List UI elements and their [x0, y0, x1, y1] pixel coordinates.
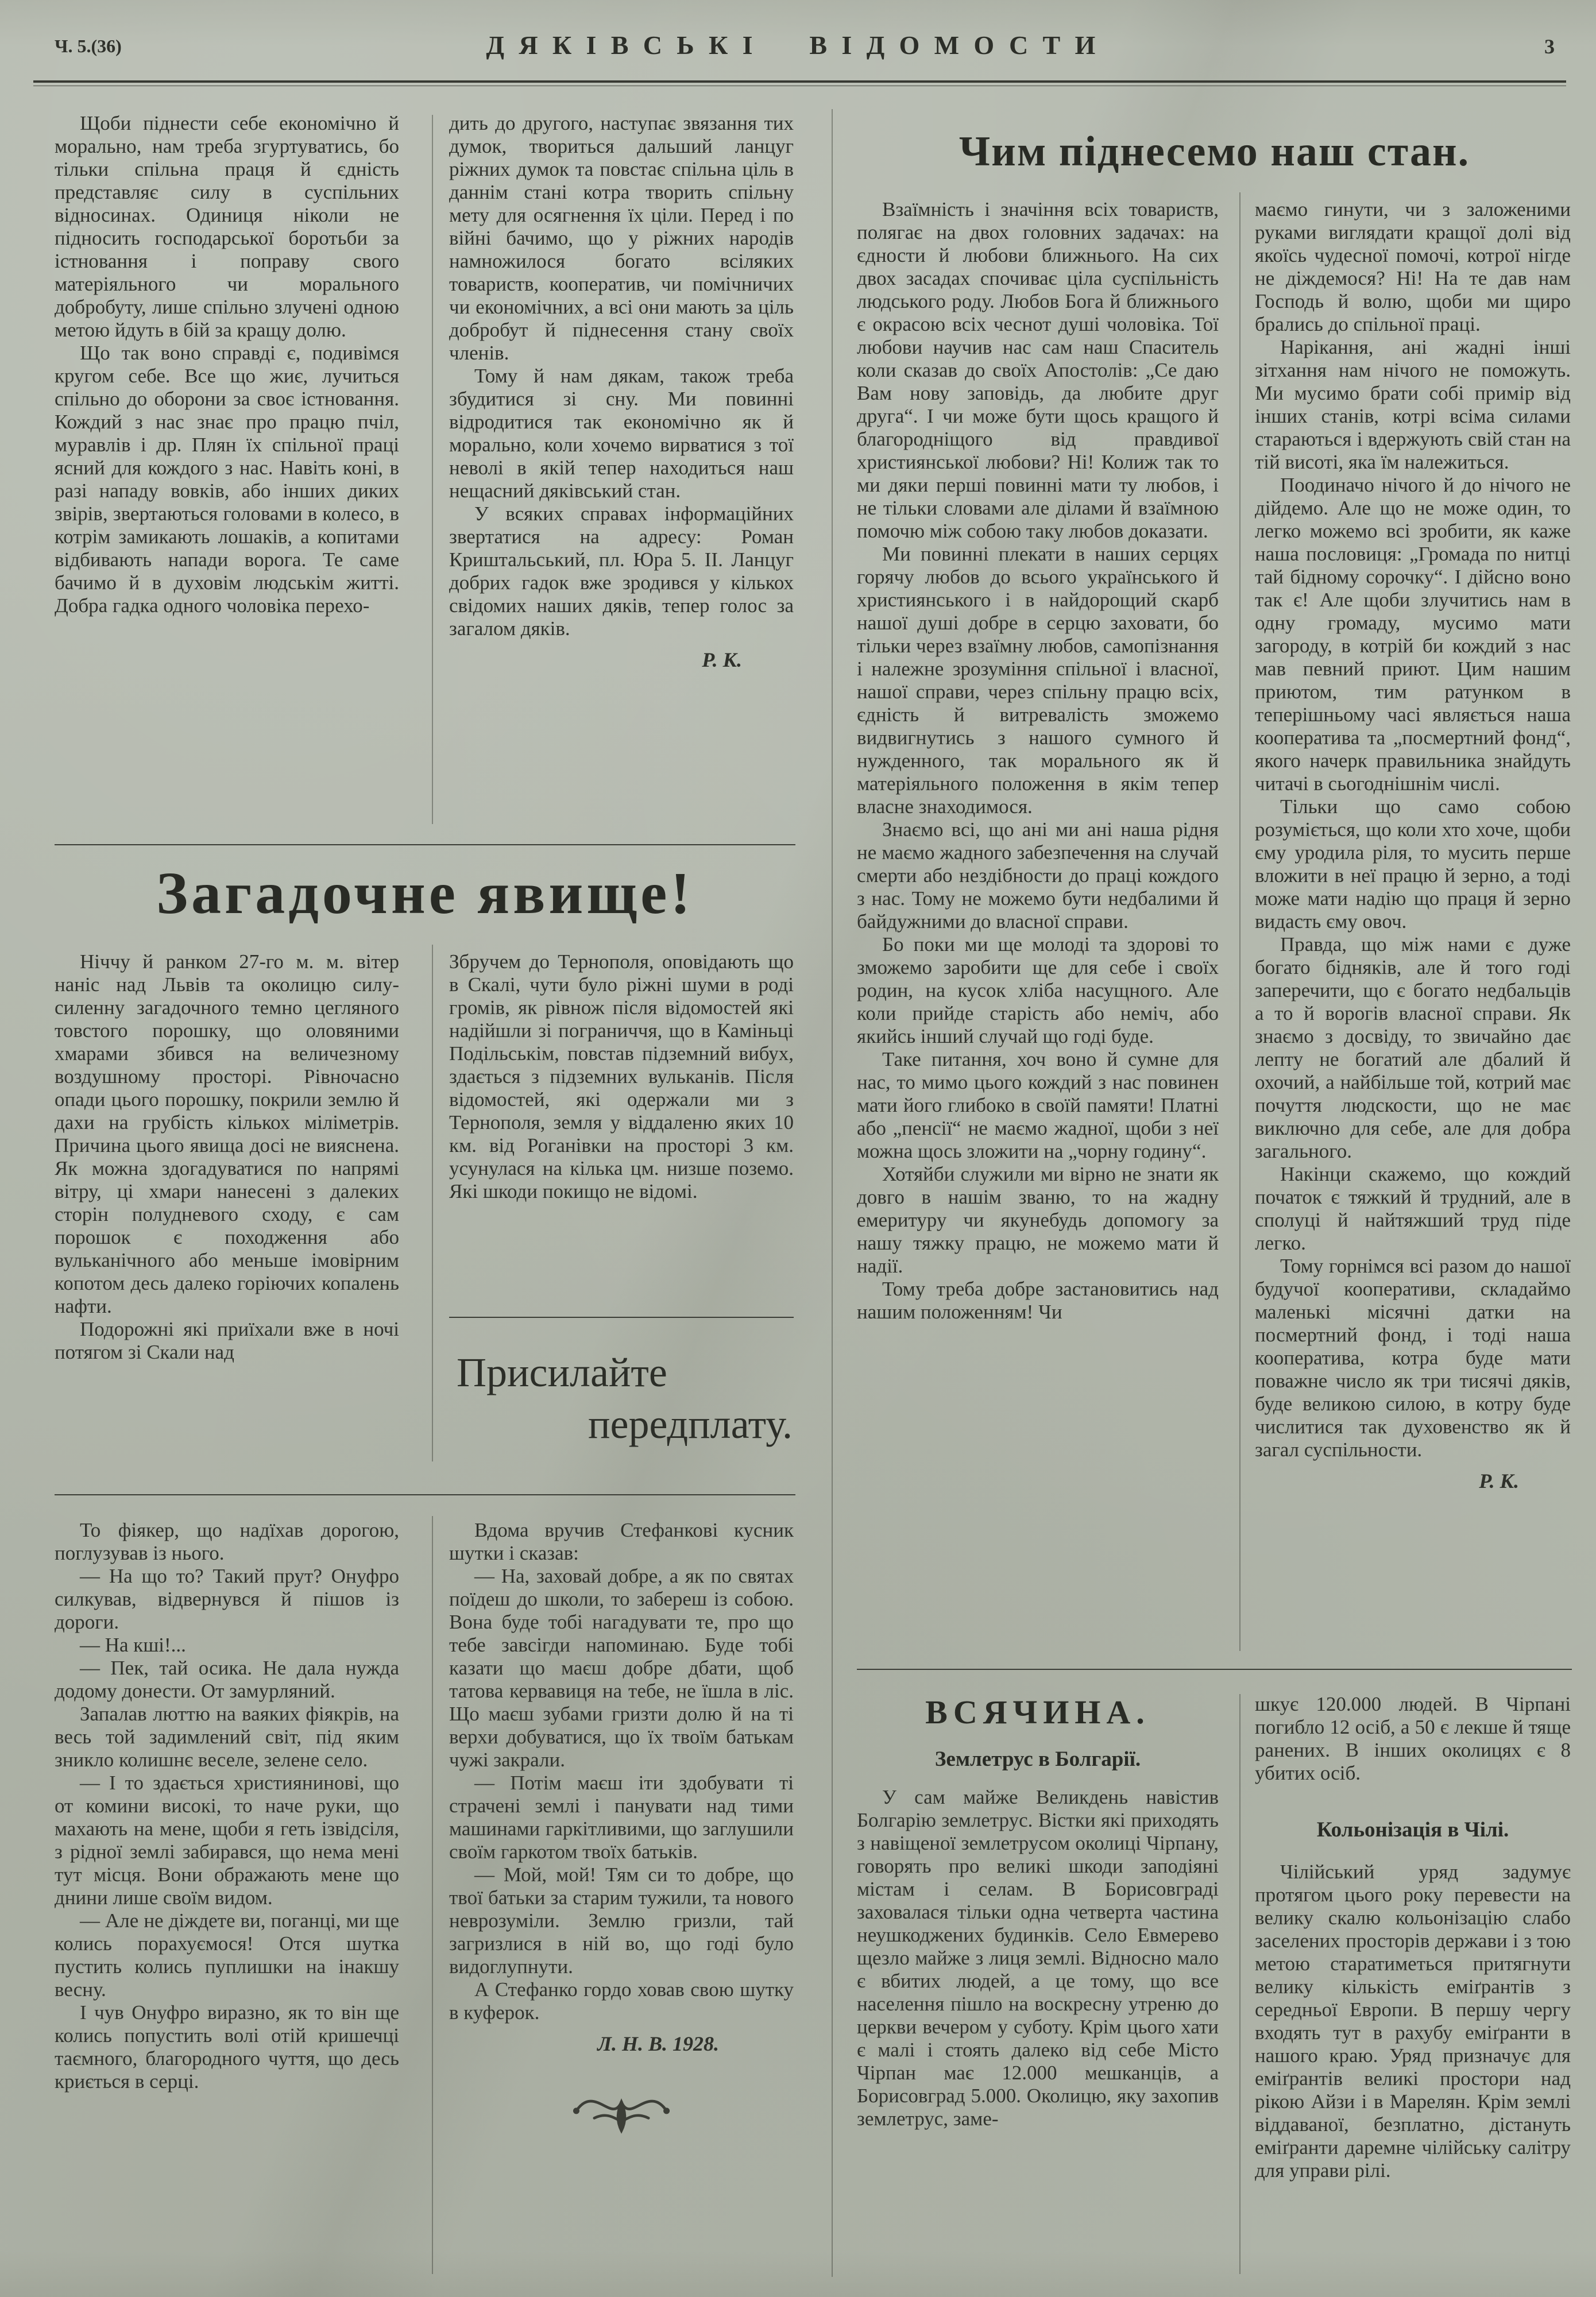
paragraph: Що так воно справді є, подивімся кругом себе. Все що жиє, лучиться спільно до оборони за своє істновання. Кождий з нас знає про працю пчіл, муравлів і др. Плян їх спільної праці ясний для кождого з нас. Навіть коні, в разі нападу вовків, або інших диких звірів, звертаються головами в колесо, в котрім замикають лошаків, а копитами відбивають напади ворога. Те саме бачимо й в духовім людськім житті. Добра гадка одного чоловіка перехо- [55, 342, 399, 617]
header-rule [33, 80, 1566, 86]
story-column-2-text [449, 1519, 794, 2024]
paragraph: І чув Онуфро виразно, як то він ще колись попустить волі отій кришечці таємного, благородного чуття, що десь криється в серці. [55, 2001, 399, 2093]
paragraph: — І то здається християнинові, що от комини високі, то наче руки, що махають на мене, щоби я геть ізвідсіля, з рідної землі забирався, що нема мені тут місця. Вони ображають мене що днини лише своїм видом. [55, 1772, 399, 1909]
issue-number: Ч. 5.(36) [55, 36, 122, 56]
paragraph: — На кші!... [80, 1634, 186, 1656]
paragraph: — Пек, тай осика. Не дала нужда додому донести. От замурляний. [55, 1657, 399, 1702]
zagadochne-column-2 [449, 950, 794, 1203]
stan-column-1 [857, 198, 1219, 1324]
column-divider [432, 945, 433, 1461]
paragraph: Ми повинні плекати в наших серцях горячу любов до всього українського й християнського і в найдорощий скарб нашої душі добре в серцю заховати, бо тільки через взаїмну любов, самопізнання і належне зрозуміння спільної і власної, нашої справи, через спільну працю всіх, єдність й витревалість зможемо видвигнутись з нашого сумного й нужденного, так морального як й матеріяльного положення в якім тепер власне знаходимося. [857, 543, 1219, 818]
subscription-line-2: передплату. [588, 1401, 793, 1447]
paragraph: А Стефанко гордо ховав свою шутку в куферок. [449, 1978, 794, 2024]
paragraph: Збручем до Тернополя, оповідають що в Скалі, чути було ріжні шуми в роді громів, як рівнож після відомостей які надійшли зі пограниччя, що в Каміньці Подільськім, повстав підземний вибух, здається з підземних вульканів. Після відомостей, які одержали ми з Тернополя, земля у віддаленю яких 10 км. від Роганівки на просторі 3 км. усунулася на кілька цм. низше поземо. Які шкоди покищо не відомі. [449, 950, 794, 1202]
story-signature: Л. Н. В. 1928. [597, 2032, 719, 2055]
paragraph: Ніччу й ранком 27-го м. м. вітер наніс над Львів та околицю силу-силенну загадочного темно цегляного товстого порошку, що оловяними хмарами збився на величезному воздушному просторі. Рівночасно опади цього порошку, покрили землю й дахи на грубість кількох міліметрів. Причина цього явища досі не вияснена. Як можна здогадуватися по напрямі вітру, ці хмари нанесені з далеких сторін полудневого сходу, є сам порошок є походження або вульканічного або меньше імовірним копотом десь далеко горіючих копалень нафти. [55, 950, 399, 1317]
vsiachyna-title: ВСЯЧИНА. [925, 1693, 1150, 1731]
paragraph: — Мой, мой! Тям си то добре, що твої батьки за старим тужили, та нового неврозуміли. Землю гризли, тай загризлися в ній во, що годі було видоглупнути. [449, 1863, 794, 1978]
paragraph: Тільки що само собою розуміється, що коли хто хоче, щоби єму уродила ріля, то мусить перше вложити в неї працю й зерно, а тоді може мати надію що праця й зерно видасть єму овоч. [1255, 795, 1571, 933]
article-economic-signature: Р. К. [702, 648, 742, 671]
paragraph: — На, заховай добре, а як по святах поїдеш до школи, то забереш із собою. Вона буде тобі нагадувати те, про що тебе завсігди напоминаю. Буде тобі казати що маєш добре дбати, щоб татова кервавиця на тебе, не їшла в ліс. Що маєш зубами гризти долю й на ті верхи добуватися, що їх твоїм батькам чужі закрали. [449, 1565, 794, 1771]
stan-signature: Р. К. [1479, 1470, 1519, 1492]
vsiachyna-column-2-intro [1255, 1693, 1571, 1785]
subscription-call [457, 1347, 793, 1450]
column-divider [432, 1516, 433, 2274]
paragraph: У сам майже Великдень навістив Болгарію землетрус. Вістки які приходять з навіщеної землетрусом околиці Чірпану, говорять про великі шкоди заподіяні містам і селам. В Борисовграді заховалася тільки одна четверта частина неушкоджених будинків. Село Евмерево щезло майже з лиця землі. Відносно мало є вбитих людей, а це тому, що все населення пішло на воскресну утреню до церкви вечером у суботу. Крім цього хати є малі і стоять далеко від себе Місто Чірпан має 12.000 мешканців, а Борисовград 5.000. Околицю, яку захопив землетрус, заме- [857, 1786, 1219, 2130]
paragraph: Правда, що між нами є дуже богато бідняків, але й того годі заперечити, що є богато недбальців а то й ворогів власної справи. Як знаємо з досвіду, то звичайно дає лепту не богатий але дбалий й охочий, а найбільше той, котрий має почуття людскости, що не має виключно для себе, але для добра загального. [1255, 933, 1571, 1162]
paragraph: То фіякер, що надїхав дорогою, поглузував із нього. [55, 1519, 399, 1564]
vsiachyna-subhead-earthquake: Землетрус в Болгарії. [934, 1747, 1141, 1771]
stan-column-2 [1255, 198, 1571, 1492]
article-economic-column-2-text [449, 112, 794, 640]
vsiachyna-subhead-colonization: Кольонізація в Чілі. [1316, 1818, 1509, 1842]
page-number: 3 [1544, 35, 1555, 58]
paragraph: дить до другого, наступає звязання тих думок, твориться дальший ланцуг ріжних думок та повстає спільна ціль в даннім стані котра творить спільну мету для осягнення їх ціли. Перед і по війні бачимо, що у ріжних народів намножилося богато всіляких товариств, кооператив, чи помічничих чи економічних, а всі они мають за ціль добробут й піднесення стану своїх членів. [449, 112, 794, 364]
stan-column-2-text [1255, 198, 1571, 1461]
paragraph: Знаємо всі, що ані ми ані наша рідня не маємо жадного забезпечення на случай смерти або нездібности до праці кождого з нас. Тому не можемо бути недбалими й байдужними до власної справи. [857, 818, 1219, 933]
zagadochne-headline: Загадочне явище! [156, 860, 694, 926]
paragraph: — На що то? Такий прут? Онуфро силкував, відвернувся й пішов із дороги. [55, 1565, 399, 1633]
paragraph: Поодиначо нічого й до нічого не дійдемо. Але що не може один, то легко можемо всі зробити, як каже наша пословиця: „Громада по нитці тай бідному сорочку“. І дійсно воно так є! Але щоби злучитись нам в одну громаду, мусимо мати загороду, в котрій би кождий з нас мав певний приют. Цим нашим приютом, тим ратунком в теперішньому часі являється наша кооператива та „посмертний фонд“, якого начерк правильника знайдуть читачі в сьогоднішнім числі. [1255, 474, 1571, 795]
column-divider [432, 115, 433, 824]
story-column-1 [55, 1519, 399, 2093]
paragraph: Подорожні які приїхали вже в ночі потягом зі Скали над [55, 1318, 399, 1363]
newspaper-title: ДЯКІВСЬКІ ВІДОМОСТИ [486, 30, 1110, 60]
paragraph: — Але не діждете ви, поганці, ми ще колись порахуємося! Отся шутка пустить колись пуплишки на інакшу весну. [55, 1909, 399, 2001]
article-economic-column-2 [449, 112, 794, 671]
paragraph: шкує 120.000 людей. В Чірпані погибло 12 осіб, а 50 є лекше й тяще ранених. В інших околицях є 8 убитих осіб. [1255, 1693, 1571, 1784]
paragraph: Взаїмність і значіння всіх товариств, полягає на двох головних задачах: на єдности й любови ближнього. На сих двох засадах спочиває ціла суспільність людського роду. Любов Бога й ближнього є окрасою всіх чеснот душі чоловіка. Тої любови научив нас сам наш Спаситель коли сказав до своїх Апостолів: „Се даю Вам нову заповідь, да любите друг друга“. І чи може бути щось кращого й благородніщого від правдивої християнської любови? Ні! Колиж так то ми дяки перші повинні мати ту любов, і не тільки словами але ділами й взаїмною помочю між собою таку любов доказати. [857, 198, 1219, 542]
paragraph: — Потім маєш іти здобувати ті страчені землі і панувати над тими машинами гаркітливими, що заглушили своїм гаркотом твоїх батьків. [449, 1772, 794, 1863]
section-rule [449, 1317, 794, 1318]
paragraph: маємо гинути, чи з заложеними руками виглядати кращої долі від якоїсь чудесної помочі, котрої нігде не діждемося? Ні! На те дав нам Господь й волю, щоби ми щиро брались до спільної праці. [1255, 198, 1571, 335]
paragraph: Нарікання, ані жадні інші зітхання нам нічого не поможуть. Ми мусимо брати собі примір від інших станів, котрі всіма силами стараються і вдержують свій стан на тій висоті, яка їм належиться. [1255, 336, 1571, 473]
paragraph: Запалав люттю на ваяких фіякрів, на весь той задимлений світ, під яким зникло колишнє веселе, зелене село. [55, 1703, 399, 1771]
section-rule [857, 1669, 1572, 1670]
paragraph: Хотяйби служили ми вірно не знати як довго в нашім званю, то на жадну емеритуру чи якунебудь допомогу за нашу тяжку працю, не можемо мати й надії. [857, 1163, 1219, 1277]
stan-headline: Чим піднесемо наш стан. [959, 128, 1470, 175]
paragraph: Вдома вручив Стефанкові кусник шутки і сказав: [449, 1519, 794, 1564]
paragraph: Бо поки ми ще молоді та здорові то зможемо заробити ще для себе і своїх родин, на кусок хліба насущного. Але коли прийде старість або неміч, або якийсь інший случай що годі буде. [857, 933, 1219, 1047]
center-divider [832, 109, 833, 2277]
section-rule [55, 844, 795, 845]
story-column-2 [449, 1519, 794, 2143]
paragraph: Тому горнімся всі разом до нашої будучої кооперативи, складаймо маленькі місячні датки на посмертний фонд, і тоді наша кооператива, котра буде мати поважне число як три тисячі дяків, буде великою силою, в котру буде числитися так духовенство як й загал суспільности. [1255, 1255, 1571, 1461]
paragraph: Щоби піднести себе економічно й морально, нам треба згуртуватись, бо тільки спільна праця й єдність представляє силу в суспільних відносинах. Одиниця ніколи не підносить господарської боротьби за істновання і поправу свого матеріяльного чи морального добробуту, лише спільно злучені одною метою йдуть в бій за кращу долю. [55, 112, 399, 341]
paragraph: У всяких справах інформаційних звертатися на адресу: Роман Криштальський, пл. Юра 5. II. Ланцуг добрих гадок вже зродився у кількох свідомих наших дяків, тепер голос за загалом дяків. [449, 502, 794, 640]
paragraph: Накінци скажемо, що кождий початок є тяжкий й трудний, але в сполуці й найтяжший труд піде легко. [1255, 1163, 1571, 1254]
vsiachyna-column-1 [857, 1786, 1219, 2130]
vsiachyna-column-2 [1255, 1861, 1571, 2182]
paragraph: Тому й нам дякам, також треба збудитися зі сну. Ми повинні відродитися так економічно як й морально, коли хочемо вирватися з тої неволі в якій тепер находиться наш нещасний дяківський стан. [449, 365, 794, 502]
article-economic-column-1 [55, 112, 399, 617]
section-rule [55, 1494, 795, 1495]
printer-ornament-icon [567, 2075, 676, 2138]
column-divider [1239, 1694, 1241, 2274]
ornament-container [449, 2075, 794, 2143]
paragraph: Тому треба добре застановитись над нашим положенням! Чи [857, 1278, 1219, 1323]
subscription-line-1: Присилайте [457, 1349, 667, 1395]
paragraph: Таке питання, хоч воно й сумне для нас, то мимо цього кождий з нас повинен мати його глибоко в своїй памяти! Платні або „пенсії“ не маємо жадної, щоби з неї можна щось зложити на „чорну годину“. [857, 1048, 1219, 1162]
column-divider [1239, 192, 1241, 1651]
paragraph: Чілійський уряд задумує протягом цього року перевести на велику скалю кольонізацію слабо заселених просторів держави і з тою метою старатиметься притягнути велику кількість еміґрантів з середньої Европи. В першу чергу входять тут в рахубу еміґранти в нашого краю. Уряд призначує для еміґрантів великі простори над рікою Айзи і в Марелян. Крім землі віддаваної, безплатно, дістануть еміґранти даремне чілійську салітру для управи рілі. [1255, 1861, 1571, 2182]
zagadochne-column-1 [55, 950, 399, 1364]
